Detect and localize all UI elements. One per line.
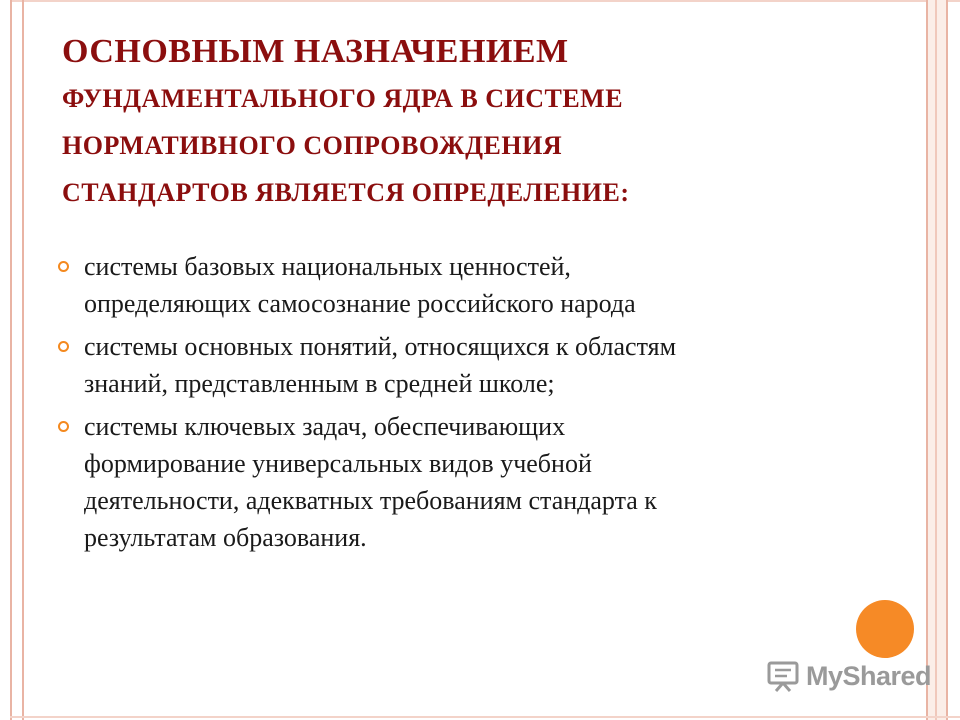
title-line: ФУНДАМЕНТАЛЬНОГО ЯДРА В СИСТЕМЕ — [62, 84, 624, 113]
frame-left-inner-line — [22, 0, 24, 720]
bullet-item — [56, 248, 916, 322]
title-line: СТАНДАРТОВ ЯВЛЯЕТСЯ ОПРЕДЕЛЕНИЕ: — [62, 178, 630, 207]
bullet-text-line: деятельности, адекватных требованиям стандарта к — [84, 486, 657, 515]
decorative-orange-circle — [856, 600, 914, 658]
frame-right-band — [926, 0, 948, 720]
bullet-item — [56, 328, 916, 402]
title-line: ОСНОВНЫМ НАЗНАЧЕНИЕМ — [62, 33, 569, 70]
bullet-text-line: знаний, представленным в средней школе; — [84, 369, 555, 398]
slide-title — [62, 28, 912, 216]
bullet-list — [56, 248, 916, 562]
frame-top-line — [10, 0, 960, 2]
bullet-text-line: системы ключевых задач, обеспечивающих — [84, 412, 566, 441]
title-line: НОРМАТИВНОГО СОПРОВОЖДЕНИЯ — [62, 131, 563, 160]
bullet-text-line: системы базовых национальных ценностей, — [84, 252, 571, 281]
bullet-text-line: результатам образования. — [84, 523, 367, 552]
bullet-text-line: определяющих самосознание российского народа — [84, 289, 636, 318]
bullet-circle-icon — [58, 341, 69, 352]
frame-left-outer-line — [10, 0, 12, 720]
bullet-circle-icon — [58, 421, 69, 432]
frame-bottom-line — [10, 716, 960, 718]
myshared-watermark[interactable] — [766, 656, 931, 696]
watermark-text: MyShared — [806, 660, 932, 691]
bullet-text-line: формирование универсальных видов учебной — [84, 449, 592, 478]
bullet-text-line: системы основных понятий, относящихся к областям — [84, 332, 677, 361]
bullet-item — [56, 408, 916, 556]
bullet-circle-icon — [58, 261, 69, 272]
presentation-board-icon — [766, 659, 800, 693]
